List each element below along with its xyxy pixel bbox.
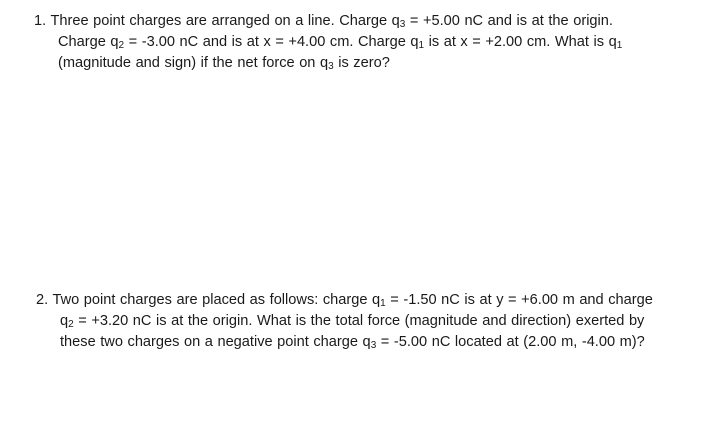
problem-2-line-1: 2. Two point charges are placed as follows: charge $q_1 = -1.50$ nC is at y = +6.00 m and charge xyxy=(36,292,653,309)
problem-2-number: 2. xyxy=(36,292,49,308)
problem-1 xyxy=(34,11,684,74)
problem-1-line-3: (magnitude and sign) if the net force on $q_3$ is zero? xyxy=(58,55,390,72)
problem-1-line-2: Charge $q_2 = -3.00$ nC and is at x = +4.00 cm. Charge $q_1$ is at x = +2.00 cm. What is $q_1$ xyxy=(58,34,623,51)
problem-2 xyxy=(36,290,686,353)
problem-1-line-1: 1. Three point charges are arranged on a line. Charge $q_3 = +5.00$ nC and is at the origin. xyxy=(34,13,613,30)
problem-2-line-3: these two charges on a negative point charge $q_3 = -5.00$ nC located at (2.00 m, -4.00 m)? xyxy=(60,334,645,351)
problem-1-number: 1. xyxy=(34,13,47,29)
problem-2-line-2: $q_2 = +3.20$ nC is at the origin. What is the total force (magnitude and direction) exerted by xyxy=(60,313,645,330)
